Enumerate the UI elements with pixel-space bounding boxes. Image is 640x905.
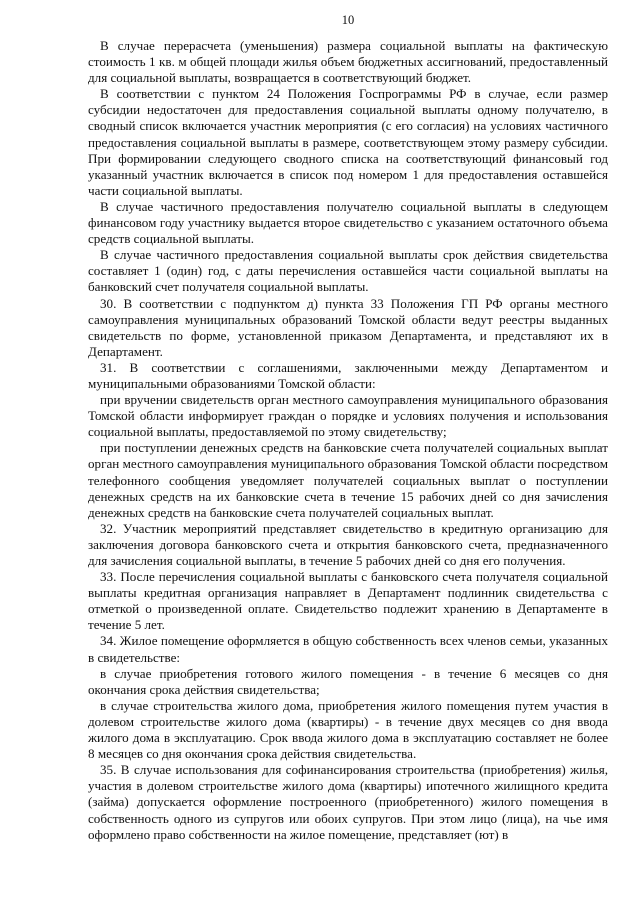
paragraph-second-certificate: В случае частичного предоставления получателю социальной выплаты в следующем финансовом году участнику выдается второе свидетельство с указанием остаточного объема средств социальной выплаты. <box>88 198 608 247</box>
paragraph-certificate-validity: В случае частичного предоставления социальной выплаты срок действия свидетельства составляет 1 (один) год, с даты перечисления оставшейся части социальной выплаты на банковский счет получателя социальной выплаты. <box>88 247 608 295</box>
paragraph-item-33: 33. После перечисления социальной выплаты с банковского счета получателя социальной выплаты кредитная организация направляет в Департамент подлинник свидетельства с отметкой о произведенной оплате. Свидетельство подлежит хранению в Департаменте в течение 5 лет. <box>88 569 608 633</box>
paragraph-item-31: 31. В соответствии с соглашениями, заключенными между Департаментом и муниципальными образованиями Томской области: <box>88 359 608 391</box>
paragraph-item-34-ready-housing: в случае приобретения готового жилого помещения - в течение 6 месяцев со дня окончания срока действия свидетельства; <box>88 665 608 697</box>
paragraph-item-31-delivery: при вручении свидетельств орган местного самоуправления муниципального образования Томской области информирует граждан о порядке и условиях получения и использования социальной выплаты, предоставляемой по этому свидетельству; <box>88 392 608 440</box>
paragraph-item-31-notification: при поступлении денежных средств на банковские счета получателей социальных выплат орган местного самоуправления муниципального образования Томской области посредством телефонного сообщения уведомляет получателей социальных выплат о поступлении денежных средств на их банковские счета в течение 15 рабочих дней со дня зачисления денежных средств на банковские счета получателей социальных выплат. <box>88 440 608 520</box>
paragraph-recalculation: В случае перерасчета (уменьшения) размера социальной выплаты на фактическую стоимость 1 кв. м общей площади жилья объем бюджетных ассигнований, предоставленный для социальной выплаты, возвращается в соответствующий бюджет. <box>88 38 608 86</box>
body-text <box>88 38 608 843</box>
paragraph-subsidy-insufficient: В соответствии с пунктом 24 Положения Госпрограммы РФ в случае, если размер субсидии недостаточен для предоставления социальной выплаты одному получателю, в сводный список включается участник мероприятия (с его согласия) на условиях частичного предоставления социальной выплаты в размере, соответствующем этому размеру субсидии. При формировании следующего сводного списка на соответствующий финансовый год указанный участник включается в список под номером 1 для предоставления оставшейся части социальной выплаты. <box>88 86 608 198</box>
page-number: 10 <box>341 13 355 27</box>
paragraph-item-30: 30. В соответствии с подпунктом д) пункта 33 Положения ГП РФ органы местного самоуправления муниципальных образований Томской области ведут реестры выданных свидетельств по форме, установленной приказом Департамента, и представляют их в Департамент. <box>88 295 608 359</box>
paragraph-item-34: 34. Жилое помещение оформляется в общую собственность всех членов семьи, указанных в свидетельстве: <box>88 633 608 665</box>
paragraph-item-35: 35. В случае использования для софинансирования строительства (приобретения) жилья, участия в долевом строительстве жилого дома (квартиры) ипотечного жилищного кредита (займа) допускается оформление построенного (приобретенного) жилого помещения в собственность одного из супругов или обоих супругов. При этом лицо (лица), на чье имя оформлено право собственности на жилое помещение, представляет (ют) в <box>88 762 608 842</box>
paragraph-item-34-construction: в случае строительства жилого дома, приобретения жилого помещения путем участия в долевом строительстве жилого дома (квартиры) - в течение двух месяцев со дня ввода жилого дома в эксплуатацию. Срок ввода жилого дома в эксплуатацию составляет не более 8 месяцев со дня окончания срока действия свидетельства. <box>88 697 608 762</box>
paragraph-item-32: 32. Участник мероприятий представляет свидетельство в кредитную организацию для заключения договора банковского счета и открытия банковского счета, предназначенного для зачисления социальной выплаты, в течение 5 рабочих дней со дня его получения. <box>88 520 608 568</box>
